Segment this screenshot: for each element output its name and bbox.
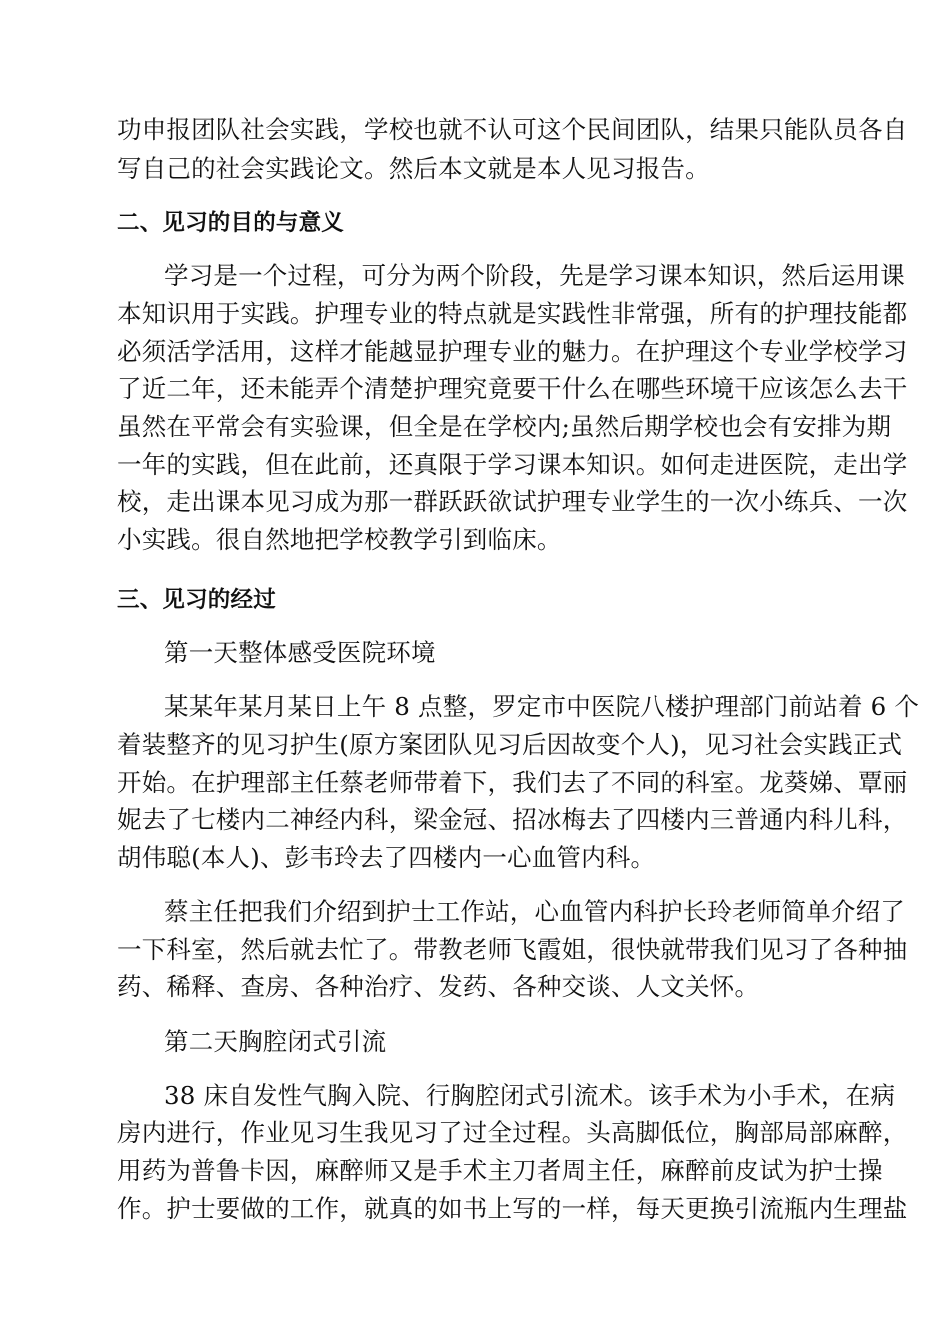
paragraph-line: 某某年某月某日上午 8 点整，罗定市中医院八楼护理部门前站着 6 个	[164, 692, 920, 721]
paragraph-line: 了近二年，还未能弄个清楚护理究竟要干什么在哪些环境干应该怎么去干	[117, 374, 908, 403]
paragraph-line: 必须活学活用，这样才能越显护理专业的魅力。在护理这个专业学校学习	[117, 337, 908, 366]
paragraph-line: 着装整齐的见习护生(原方案团队见习后因故变个人)，见习社会实践正式	[117, 730, 903, 759]
paragraph-line: 小实践。很自然地把学校教学引到临床。	[117, 525, 562, 554]
paragraph-line: 药、稀释、查房、各种治疗、发药、各种交谈、人文关怀。	[117, 972, 760, 1001]
paragraph-line: 胡伟聪(本人)、彭韦玲去了四楼内一心血管内科。	[117, 843, 656, 872]
paragraph-line: 写自己的社会实践论文。然后本文就是本人见习报告。	[117, 154, 710, 183]
subsection-title: 第一天整体感受医院环境	[164, 638, 436, 667]
paragraph-line: 38 床自发性气胸入院、行胸腔闭式引流术。该手术为小手术，在病	[164, 1081, 896, 1110]
paragraph-line: 一下科室，然后就去忙了。带教老师飞霞姐，很快就带我们见习了各种抽	[117, 935, 908, 964]
paragraph-line: 一年的实践，但在此前，还真限于学习课本知识。如何走进医院，走出学	[117, 450, 908, 479]
paragraph-line: 本知识用于实践。护理专业的特点就是实践性非常强，所有的护理技能都	[117, 299, 908, 328]
paragraph-line: 用药为普鲁卡因，麻醉师又是手术主刀者周主任，麻醉前皮试为护士操	[117, 1156, 883, 1185]
paragraph-line: 校，走出课本见习成为那一群跃跃欲试护理专业学生的一次小练兵、一次	[117, 487, 908, 516]
paragraph-line: 虽然在平常会有实验课，但全是在学校内;虽然后期学校也会有安排为期	[117, 412, 892, 441]
section-heading: 二、见习的目的与意义	[117, 210, 345, 236]
paragraph-line: 学习是一个过程，可分为两个阶段，先是学习课本知识，然后运用课	[164, 261, 905, 290]
paragraph-line: 作。护士要做的工作，就真的如书上写的一样，每天更换引流瓶内生理盐	[117, 1194, 908, 1223]
subsection-title: 第二天胸腔闭式引流	[164, 1027, 387, 1056]
paragraph-line: 蔡主任把我们介绍到护士工作站，心血管内科护长玲老师简单介绍了	[164, 897, 905, 926]
paragraph-line: 开始。在护理部主任蔡老师带着下，我们去了不同的科室。龙葵娣、覃丽	[117, 768, 908, 797]
paragraph-line: 功申报团队社会实践，学校也就不认可这个民间团队，结果只能队员各自	[117, 115, 908, 144]
paragraph-line: 妮去了七楼内二神经内科，梁金冠、招冰梅去了四楼内三普通内科儿科，	[117, 805, 908, 834]
section-heading: 三、见习的经过	[117, 587, 276, 613]
paragraph-line: 房内进行，作业见习生我见习了过全过程。头高脚低位，胸部局部麻醉，	[117, 1118, 908, 1147]
